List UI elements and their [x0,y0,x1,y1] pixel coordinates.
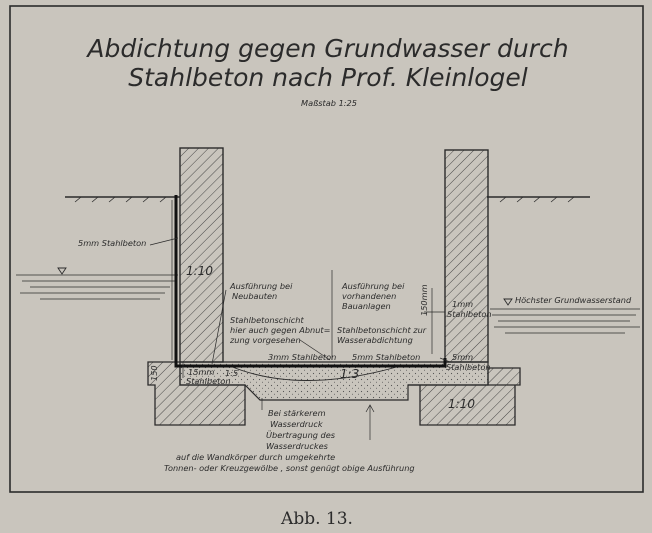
label-schicht-abnutzung-3: zung vorgesehen [230,335,301,345]
scale-label: Maßstab 1:25 [301,98,357,108]
label-vorhanden-2: vorhandenen [342,291,397,301]
left-wall [180,148,223,362]
label-vorhanden-1: Ausführung bei [342,281,405,291]
label-schicht-abnutzung-1: Stahlbetonschicht [230,315,304,325]
figure-caption: Abb. 13. [281,509,353,529]
label-neubauten-2: Neubauten [232,291,278,301]
label-ratio-left-wall: 1:10 [186,264,213,278]
label-stahlbeton-3mm: 3mm Stahlbeton [268,352,337,362]
label-hoechster-grundwasserstand: Höchster Grundwasserstand [515,295,632,305]
label-1mm: 1mm [452,299,474,309]
label-dim-150mm: 150mm [419,284,429,316]
label-dim-150-left: 150 [149,365,159,381]
ground-surface [65,197,590,202]
label-5mm-right-stahlbeton: Stahlbeton [446,362,491,372]
label-1mm-stahlbeton: Stahlbeton [447,309,492,319]
label-druck-2: Wasserdruck [270,419,323,429]
right-wall [445,150,488,362]
label-druck-3: Übertragung des [266,430,336,440]
label-ratio-1-3: 1:3 [340,367,360,381]
title-line-1: Abdichtung gegen Grundwasser durch [87,34,569,63]
label-ratio-1-5: 1:5 [225,368,239,378]
label-schicht-abdichtung-2: Wasserabdichtung [337,335,413,345]
label-stahlbeton-5mm-mid: 5mm Stahlbeton [352,352,421,362]
label-15mm: 15mm [188,367,215,377]
label-5mm-right: 5mm [452,352,474,362]
label-schicht-abdichtung-1: Stahlbetonschicht zur [337,325,427,335]
title-line-2: Stahlbeton nach Prof. Kleinlogel [128,63,528,92]
label-schicht-abnutzung-2: hier auch gegen Abnut= [230,325,331,335]
label-neubauten-1: Ausführung bei [230,281,293,291]
label-druck-6: Tonnen- oder Kreuzgewölbe , sonst genügt obige Ausführung [164,463,415,473]
label-stahlbeton-5mm-top: 5mm Stahlbeton [78,238,147,248]
label-vorhanden-3: Bauanlagen [342,301,391,311]
label-druck-4: Wasserdruckes [266,441,328,451]
water-level-marker-left [58,268,66,274]
water-level-marker-right [504,299,512,305]
label-ratio-right-footing: 1:10 [448,397,475,411]
label-druck-1: Bei stärkerem [268,408,326,418]
label-15mm-stahlbeton: Stahlbeton [186,376,231,386]
label-druck-5: auf die Wandkörper durch umgekehrte [176,452,336,462]
